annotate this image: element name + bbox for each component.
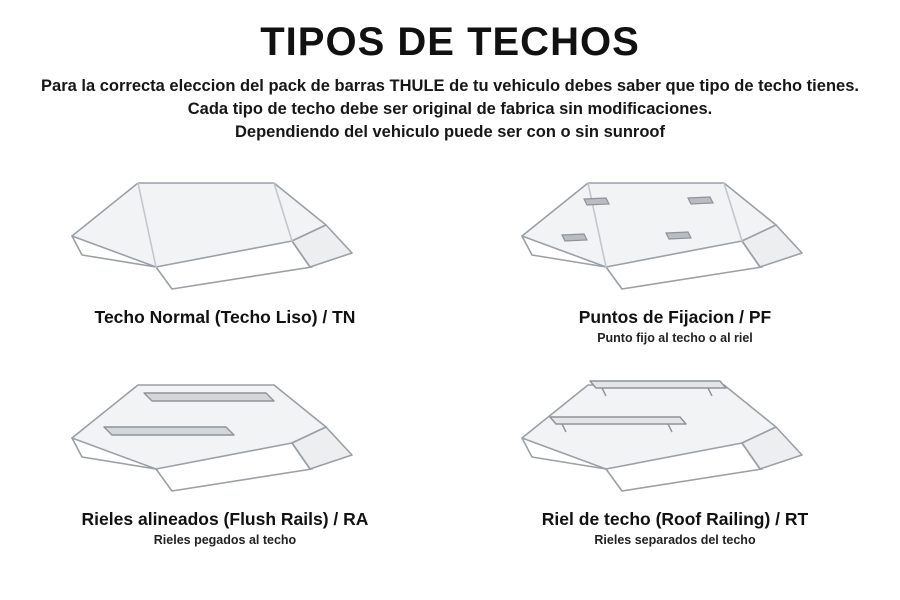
page-title: TIPOS DE TECHOS — [260, 20, 640, 64]
roof-type-card-rt — [450, 359, 900, 559]
intro-line-2: Cada tipo de techo debe ser original de fabrica sin modificaciones. — [187, 99, 713, 118]
car-roof-fixpoints-icon — [510, 163, 840, 303]
roof-type-subcaption: Punto fijo al techo o al riel — [597, 331, 753, 346]
roof-type-card-tn — [0, 159, 450, 359]
intro-text — [0, 75, 900, 143]
car-roof-raised-railing-icon — [510, 365, 840, 505]
roof-type-subcaption: Rieles separados del techo — [594, 533, 756, 548]
roof-type-caption: Riel de techo (Roof Railing) / RT — [541, 509, 809, 530]
roof-type-caption: Puntos de Fijacion / PF — [578, 307, 772, 328]
intro-line-1: Para la correcta eleccion del pack de barras THULE de tu vehiculo debes saber que tipo de techo tienes. — [41, 77, 859, 95]
roof-type-card-pf — [450, 159, 900, 359]
intro-line-3: Dependiendo del vehiculo puede ser con o sin sunroof — [235, 122, 665, 141]
car-roof-flush-rails-icon — [60, 365, 390, 505]
roof-type-caption: Techo Normal (Techo Liso) / TN — [94, 307, 356, 328]
roof-types-grid — [0, 159, 900, 559]
roof-type-caption: Rieles alineados (Flush Rails) / RA — [81, 509, 369, 530]
roof-type-subcaption: Rieles pegados al techo — [153, 533, 297, 548]
car-roof-plain-icon — [60, 163, 390, 303]
roof-type-card-ra — [0, 359, 450, 559]
